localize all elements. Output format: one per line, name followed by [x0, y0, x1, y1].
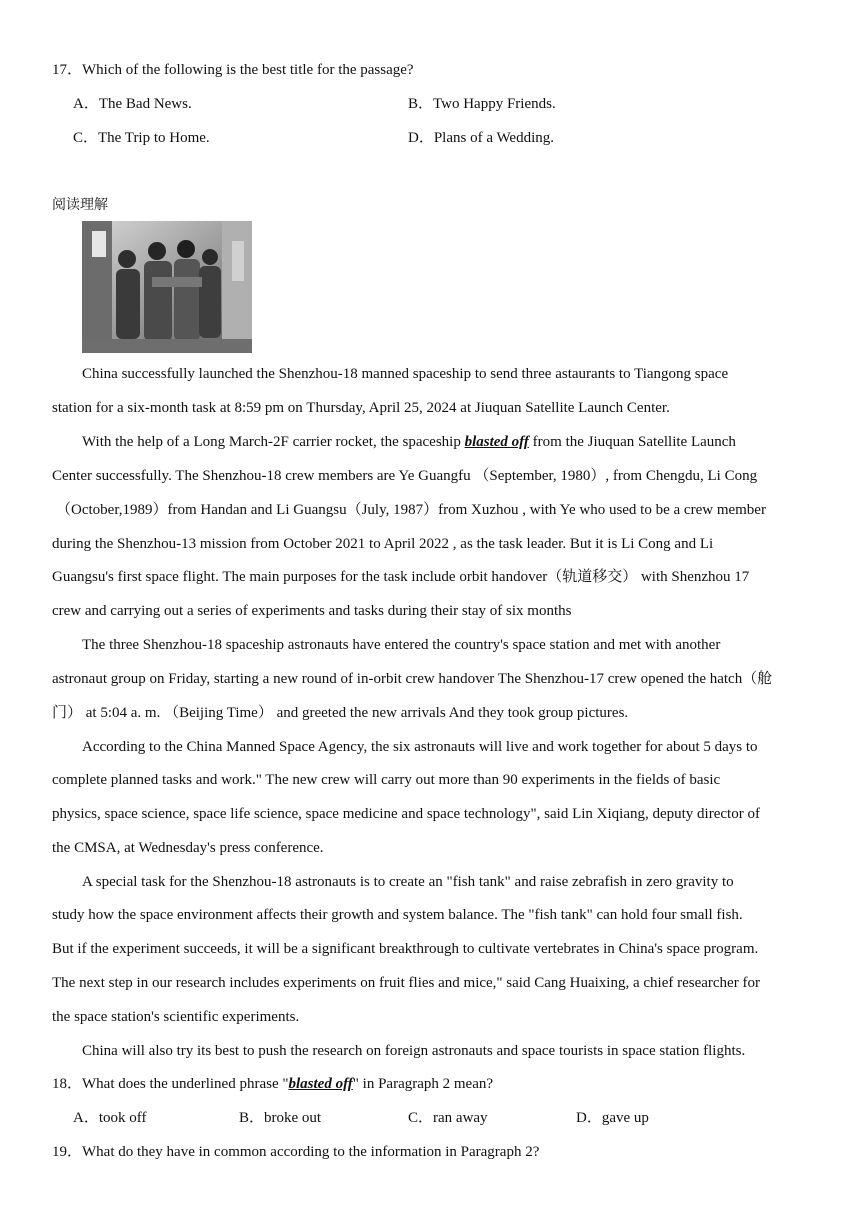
q18-stem [52, 1074, 493, 1094]
q18-option-c: C．ran away [408, 1110, 488, 1126]
passage-line: the space station's scientific experiments. [52, 1009, 300, 1025]
passage-line: physics, space science, space life science, space medicine and space technology", said Lin Xiqiang, deputy director of [52, 806, 760, 822]
q17-option-d: D．Plans of a Wedding. [408, 130, 555, 146]
q17-stem: 17．Which of the following is the best title for the passage? [52, 62, 414, 78]
passage-text: from the Jiuquan Satellite Launch [528, 434, 736, 450]
q17-option-c: C．The Trip to Home. [73, 130, 210, 146]
q18-stem-text: 18．What does the underlined phrase " [52, 1076, 289, 1092]
q17-option-b: B．Two Happy Friends. [408, 96, 556, 112]
passage-line: station for a six-month task at 8:59 pm on Thursday, April 25, 2024 at Jiuquan Satellite Launch Center. [52, 400, 670, 416]
passage-line: China will also try its best to push the research on foreign astronauts and space tourists in space station flights. [82, 1043, 746, 1059]
section-heading: 阅读理解 [52, 197, 108, 213]
passage-line: China successfully launched the Shenzhou-18 manned spaceship to send three astaurants to Tiangong space [82, 366, 729, 382]
passage-line: （October,1989）from Handan and Li Guangsu（July, 1987）from Xuzhou , with Ye who used to be a crew member [56, 502, 766, 518]
passage-line: the CMSA, at Wednesday's press conference. [52, 840, 324, 856]
passage-line: The three Shenzhou-18 spaceship astronauts have entered the country's space station and met with another [82, 637, 721, 653]
passage-line: during the Shenzhou-13 mission from October 2021 to April 2022 , as the task leader. But it is Li Cong and Li [52, 536, 714, 552]
passage-line: Guangsu's first space flight. The main purposes for the task include orbit handover（轨道移交） with Shenzhou 17 [52, 569, 750, 585]
passage-line: study how the space environment affects their growth and system balance. The "fish tank" can hold four small fish. [52, 907, 743, 923]
q18-option-a: A．took off [73, 1110, 147, 1126]
passage-line: astronaut group on Friday, starting a new round of in-orbit crew handover The Shenzhou-17 crew opened the hatch（舱 [52, 671, 773, 687]
passage-line: According to the China Manned Space Agency, the six astronauts will live and work together for about 5 days to [82, 739, 758, 755]
q18-option-d: D．gave up [576, 1110, 649, 1126]
q18-stem-text: " in Paragraph 2 mean? [352, 1076, 494, 1092]
passage-line [82, 432, 736, 452]
q17-option-a: A．The Bad News. [73, 96, 192, 112]
passage-line: A special task for the Shenzhou-18 astronauts is to create an "fish tank" and raise zebrafish in zero gravity to [82, 874, 734, 890]
q18-underlined-phrase: blasted off [288, 1076, 353, 1092]
passage-line: crew and carrying out a series of experiments and tasks during their stay of six months [52, 603, 572, 619]
q18-option-b: B．broke out [239, 1110, 322, 1126]
passage-line: But if the experiment succeeds, it will be a significant breakthrough to cultivate vertebrates in China's space program. [52, 941, 759, 957]
passage-text: With the help of a Long March-2F carrier rocket, the spaceship [82, 434, 465, 450]
astronauts-photo [82, 221, 252, 353]
passage-line: Center successfully. The Shenzhou-18 crew members are Ye Guangfu （September, 1980）, from Chengdu, Li Cong [52, 468, 758, 484]
passage-line: complete planned tasks and work." The new crew will carry out more than 90 experiments in the fields of basic [52, 772, 721, 788]
underlined-phrase: blasted off [464, 434, 529, 450]
passage-line: The next step in our research includes experiments on fruit flies and mice," said Cang Huaixing, a chief researcher for [52, 975, 760, 991]
passage-line: 门） at 5:04 a. m. （Beijing Time） and greeted the new arrivals And they took group pictures. [52, 705, 629, 721]
q19-stem: 19．What do they have in common according to the information in Paragraph 2? [52, 1144, 540, 1160]
